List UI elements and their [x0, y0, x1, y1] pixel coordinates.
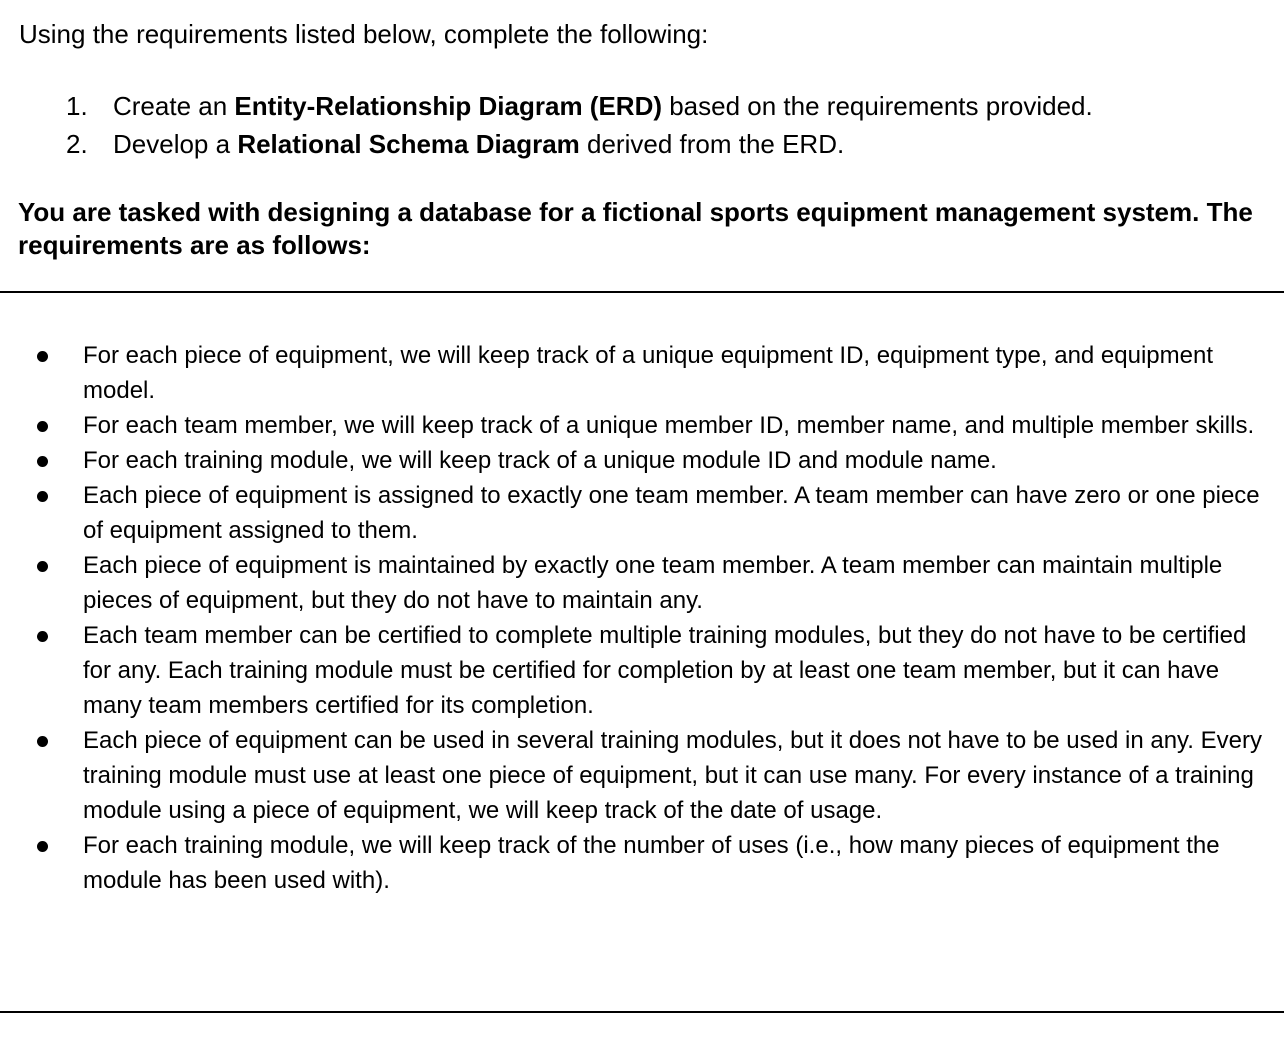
- requirement-item: [0, 443, 1268, 478]
- requirement-item: [0, 548, 1268, 618]
- bullet-icon: [37, 491, 48, 502]
- requirement-text: Each team member can be certified to complete multiple training modules, but they do not have to be certified for any. Each training module must be certified for completion by at least one team member, but it can have many team members certified for its completion.: [83, 622, 1247, 719]
- task-text: [113, 125, 844, 163]
- bullet-icon: [37, 561, 48, 572]
- requirement-text: For each piece of equipment, we will keep track of a unique equipment ID, equipment type, and equipment model.: [83, 342, 1214, 404]
- top-divider: [0, 291, 1284, 293]
- bullet-icon: [37, 351, 48, 362]
- task-number: 1.: [66, 91, 88, 121]
- requirement-text: For each team member, we will keep track of a unique member ID, member name, and multiple member skills.: [83, 412, 1255, 439]
- task-number: 2.: [66, 129, 88, 159]
- task-text: [113, 87, 1093, 125]
- task-text-bold: Relational Schema Diagram: [237, 129, 580, 159]
- task-text-after: derived from the ERD.: [579, 129, 845, 159]
- task-text-bold: Entity-Relationship Diagram (ERD): [234, 91, 662, 121]
- bullet-icon: [37, 456, 48, 467]
- requirement-item: [0, 478, 1268, 548]
- requirement-text: For each training module, we will keep track of a unique module ID and module name.: [83, 447, 997, 474]
- task-text-after: based on the requirements provided.: [662, 91, 1093, 121]
- bullet-icon: [37, 631, 48, 642]
- bullet-icon: [37, 736, 48, 747]
- bullet-icon: [37, 421, 48, 432]
- requirement-item: [0, 723, 1268, 828]
- scenario-heading: You are tasked with designing a database for a fictional sports equipment management system. The requirements are as follows:: [18, 197, 1253, 260]
- requirement-item: [0, 408, 1268, 443]
- bottom-divider: [0, 1011, 1284, 1013]
- task-text-before: Create an: [113, 91, 235, 121]
- requirements-list: [0, 338, 1268, 898]
- requirement-item: [0, 618, 1268, 723]
- requirement-text: For each training module, we will keep track of the number of uses (i.e., how many pieces of equipment the module has been used with).: [83, 832, 1220, 894]
- requirement-text: Each piece of equipment can be used in several training modules, but it does not have to be used in any. Every training module must use at least one piece of equipment, but it can use many. For every instance of a training module using a piece of equipment, we will keep track of the date of usage.: [83, 727, 1262, 824]
- requirement-item: [0, 338, 1268, 408]
- intro-text: Using the requirements listed below, complete the following:: [19, 19, 709, 49]
- requirement-text: Each piece of equipment is assigned to exactly one team member. A team member can have zero or one piece of equipment assigned to them.: [83, 482, 1260, 544]
- bullet-icon: [37, 841, 48, 852]
- requirement-item: [0, 828, 1268, 898]
- task-text-before: Develop a: [113, 129, 238, 159]
- requirement-text: Each piece of equipment is maintained by exactly one team member. A team member can maintain multiple pieces of equipment, but they do not have to maintain any.: [83, 552, 1223, 614]
